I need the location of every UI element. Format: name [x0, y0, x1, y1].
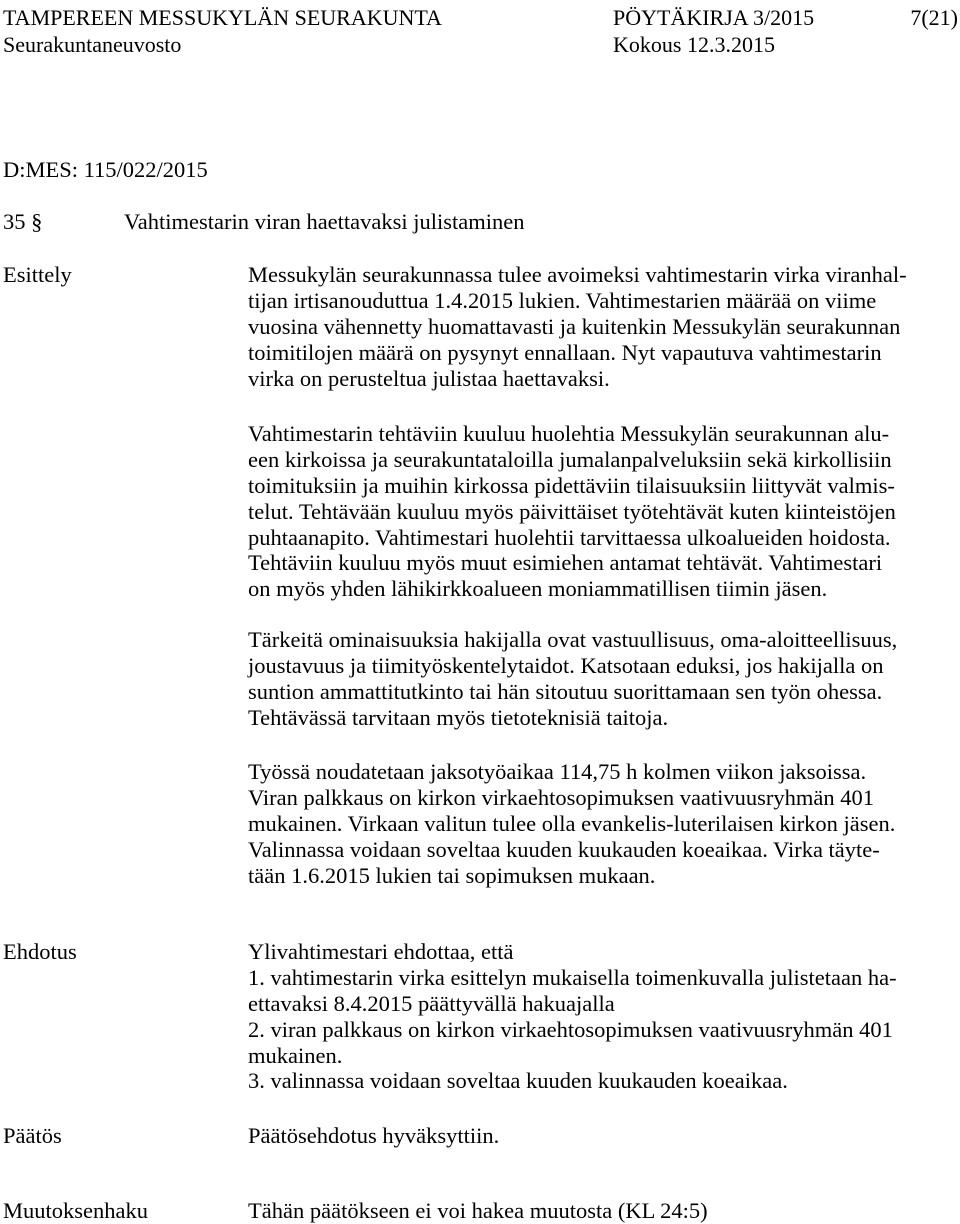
proposal-line: Ylivahtimestari ehdottaa, että	[248, 939, 514, 964]
paragraph-line: puhtaanapito. Vahtimestari huolehtii tarvittaessa ulkoalueiden hoidosta.	[248, 524, 891, 550]
ehdotus-text	[248, 939, 897, 1094]
diary-number: D:MES: 115/022/2015	[3, 157, 208, 182]
paragraph-line: on myös yhden lähikirkkoalueen moniammatillisen tiimin jäsen.	[248, 576, 828, 602]
meeting-date: Kokous 12.3.2015	[613, 32, 775, 57]
organization-name: TAMPEREEN MESSUKYLÄN SEURAKUNTA	[3, 5, 442, 30]
board-name: Seurakuntaneuvosto	[3, 32, 182, 57]
ehdotus-label: Ehdotus	[3, 939, 77, 964]
esittely-paragraph-2	[248, 421, 896, 602]
paatos-label: Päätös	[3, 1123, 62, 1148]
item-title: Vahtimestarin viran haettavaksi julistaminen	[124, 209, 525, 234]
paragraph-line: telut. Tehtävään kuuluu myös päivittäiset työtehtävät kuten kiinteistöjen	[248, 498, 896, 524]
paatos-text: Päätösehdotus hyväksyttiin.	[248, 1123, 500, 1148]
paragraph-line: Valinnassa voidaan soveltaa kuuden kuukauden koeaikaa. Virka täyte-	[248, 836, 880, 862]
paragraph-line: toimitilojen määrä on pysynyt ennallaan. Nyt vapautuva vahtimestarin	[248, 339, 882, 365]
page-number: 7(21)	[910, 5, 958, 30]
paragraph-line: Tehtävässä tarvitaan myös tietoteknisiä taitoja.	[248, 704, 669, 730]
esittely-label: Esittely	[3, 262, 72, 287]
paragraph-line: virka on perusteltua julistaa haettavaksi.	[248, 365, 610, 391]
paragraph-line: Viran palkkaus on kirkon virkaehtosopimuksen vaativuusryhmän 401	[248, 784, 875, 810]
paragraph-line: tijan irtisanouduttua 1.4.2015 lukien. Vahtimestarien määrää on viime	[248, 287, 877, 313]
paragraph-line: joustavuus ja tiimityöskentelytaidot. Katsotaan eduksi, jos hakijalla on	[248, 652, 884, 678]
proposal-line: 2. viran palkkaus on kirkon virkaehtosopimuksen vaativuusryhmän 401	[248, 1016, 893, 1042]
muutoksenhaku-label: Muutoksenhaku	[3, 1198, 148, 1223]
paragraph-line: suntion ammattitutkinto tai hän sitoutuu suorittamaan sen työn ohessa.	[248, 678, 883, 704]
esittely-paragraph-4	[248, 759, 895, 888]
paragraph-line: Tärkeitä ominaisuuksia hakijalla ovat vastuullisuus, oma-aloitteellisuus,	[248, 627, 898, 652]
paragraph-line: mukainen. Virkaan valitun tulee olla evankelis-luterilaisen kirkon jäsen.	[248, 810, 896, 836]
paragraph-line: Työssä noudatetaan jaksotyöaikaa 114,75 h kolmen viikon jaksoissa.	[248, 759, 867, 784]
muutoksenhaku-text: Tähän päätökseen ei voi hakea muutosta (KL 24:5)	[248, 1198, 708, 1223]
proposal-line: ettavaksi 8.4.2015 päättyvällä hakuajalla	[248, 990, 615, 1016]
paragraph-line: tään 1.6.2015 lukien tai sopimuksen mukaan.	[248, 862, 656, 888]
paragraph-line: Vahtimestarin tehtäviin kuuluu huolehtia Messukylän seurakunnan alu-	[248, 421, 890, 446]
proposal-line: mukainen.	[248, 1042, 343, 1068]
paragraph-line: toimituksiin ja muihin kirkossa pidettäviin tilaisuuksiin liittyvät valmis-	[248, 472, 895, 498]
esittely-paragraph-1	[248, 262, 907, 391]
paragraph-line: een kirkoissa ja seurakuntataloilla jumalanpalveluksiin sekä kirkollisiin	[248, 446, 892, 472]
proposal-line: 1. vahtimestarin virka esittelyn mukaisella toimenkuvalla julistetaan ha-	[248, 964, 897, 990]
item-number: 35 §	[3, 209, 43, 234]
esittely-paragraph-3	[248, 627, 897, 731]
paragraph-line: Tehtäviin kuuluu myös muut esimiehen antamat tehtävät. Vahtimestari	[248, 550, 883, 576]
proposal-line: 3. valinnassa voidaan soveltaa kuuden kuukauden koeaikaa.	[248, 1068, 788, 1094]
paragraph-line: vuosina vähennetty huomattavasti ja kuitenkin Messukylän seurakunnan	[248, 313, 901, 339]
document-type: PÖYTÄKIRJA 3/2015	[613, 5, 815, 30]
paragraph-line: Messukylän seurakunnassa tulee avoimeksi vahtimestarin virka viranhal-	[248, 262, 907, 287]
